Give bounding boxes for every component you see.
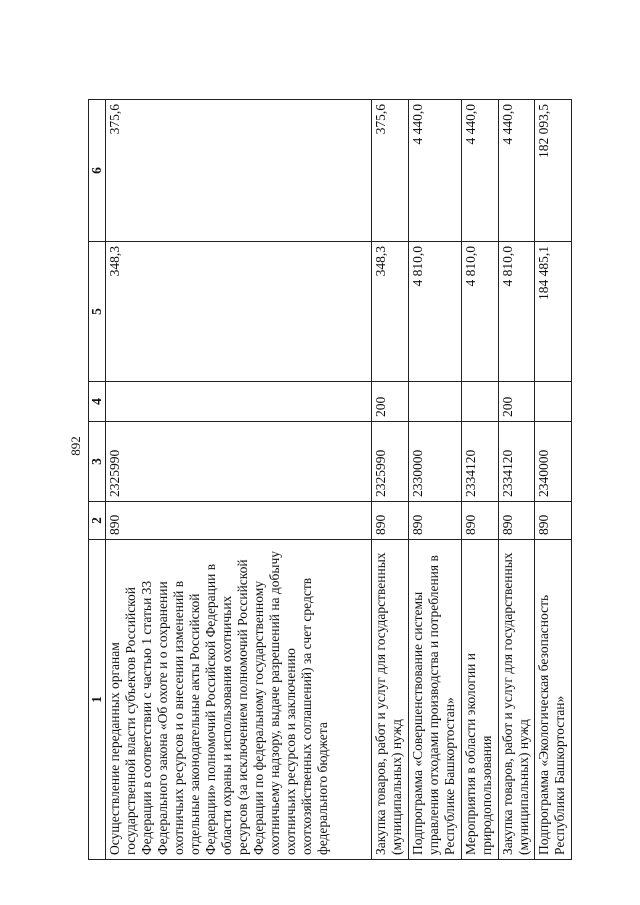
col-header-5: 5 <box>89 242 106 382</box>
row-col6: 4 440,0 <box>498 100 535 242</box>
row-col4: 200 <box>498 382 535 422</box>
budget-table-container <box>88 100 572 860</box>
row-col4 <box>462 382 499 422</box>
col-header-2: 2 <box>89 502 106 540</box>
table-row <box>106 100 372 860</box>
row-col4: 200 <box>372 382 409 422</box>
row-col5: 4 810,0 <box>462 242 499 382</box>
row-name: Подпрограмма «Совершенствование системы управления отходами производства и потребления в Республике Башкортостан» <box>408 540 461 860</box>
row-col6: 4 440,0 <box>462 100 499 242</box>
row-col3: 2330000 <box>408 422 461 502</box>
rotated-table-frame <box>88 100 572 860</box>
row-col3: 2334120 <box>498 422 535 502</box>
row-name: Осуществление переданных органам государственной власти субъектов Российской Федерации в соответствии с частью 1 статьи 33 Федерального закона «Об охоте и о сохранении охотничьих ресурсов и о внесении изменений в отдельные законодательные акты Российской Федерации» полномочий Российской Федерации в области охраны и использования охотничьих ресурсов (за исключением полномочий Российской Федерации по федеральному государственному охотничьему надзору, выдаче разрешений на добычу охотничьих ресурсов и заключению охотхозяйственных соглашений) за счет средств федерального бюджета <box>106 540 372 860</box>
row-col3: 2334120 <box>462 422 499 502</box>
row-col6: 182 093,5 <box>535 100 572 242</box>
row-col4 <box>535 382 572 422</box>
row-col3: 2325990 <box>106 422 372 502</box>
row-col5: 4 810,0 <box>498 242 535 382</box>
row-name: Мероприятия в области экологии и природопользования <box>462 540 499 860</box>
col-header-6: 6 <box>89 100 106 242</box>
row-col5: 4 810,0 <box>408 242 461 382</box>
page-number: 892 <box>68 436 83 456</box>
row-col3: 2325990 <box>372 422 409 502</box>
budget-table <box>88 99 572 860</box>
row-col2: 890 <box>535 502 572 540</box>
row-col2: 890 <box>498 502 535 540</box>
row-name: Закупка товаров, работ и услуг для государственных (муниципальных) нужд <box>498 540 535 860</box>
col-header-1: 1 <box>89 540 106 860</box>
table-row <box>372 100 409 860</box>
table-row <box>535 100 572 860</box>
table-row <box>462 100 499 860</box>
col-header-3: 3 <box>89 422 106 502</box>
row-name: Закупка товаров, работ и услуг для государственных (муниципальных) нужд <box>372 540 409 860</box>
col-header-4: 4 <box>89 382 106 422</box>
row-col5: 184 485,1 <box>535 242 572 382</box>
row-col3: 2340000 <box>535 422 572 502</box>
row-col2: 890 <box>408 502 461 540</box>
row-name: Подпрограмма «Экологическая безопасность Республики Башкортостан» <box>535 540 572 860</box>
header-row <box>89 100 106 860</box>
row-col6: 375,6 <box>106 100 372 242</box>
table-row <box>498 100 535 860</box>
row-col2: 890 <box>372 502 409 540</box>
row-col2: 890 <box>106 502 372 540</box>
row-col6: 4 440,0 <box>408 100 461 242</box>
row-col5: 348,3 <box>372 242 409 382</box>
row-col4 <box>408 382 461 422</box>
row-col4 <box>106 382 372 422</box>
row-col2: 890 <box>462 502 499 540</box>
row-col5: 348,3 <box>106 242 372 382</box>
table-row <box>408 100 461 860</box>
row-col6: 375,6 <box>372 100 409 242</box>
